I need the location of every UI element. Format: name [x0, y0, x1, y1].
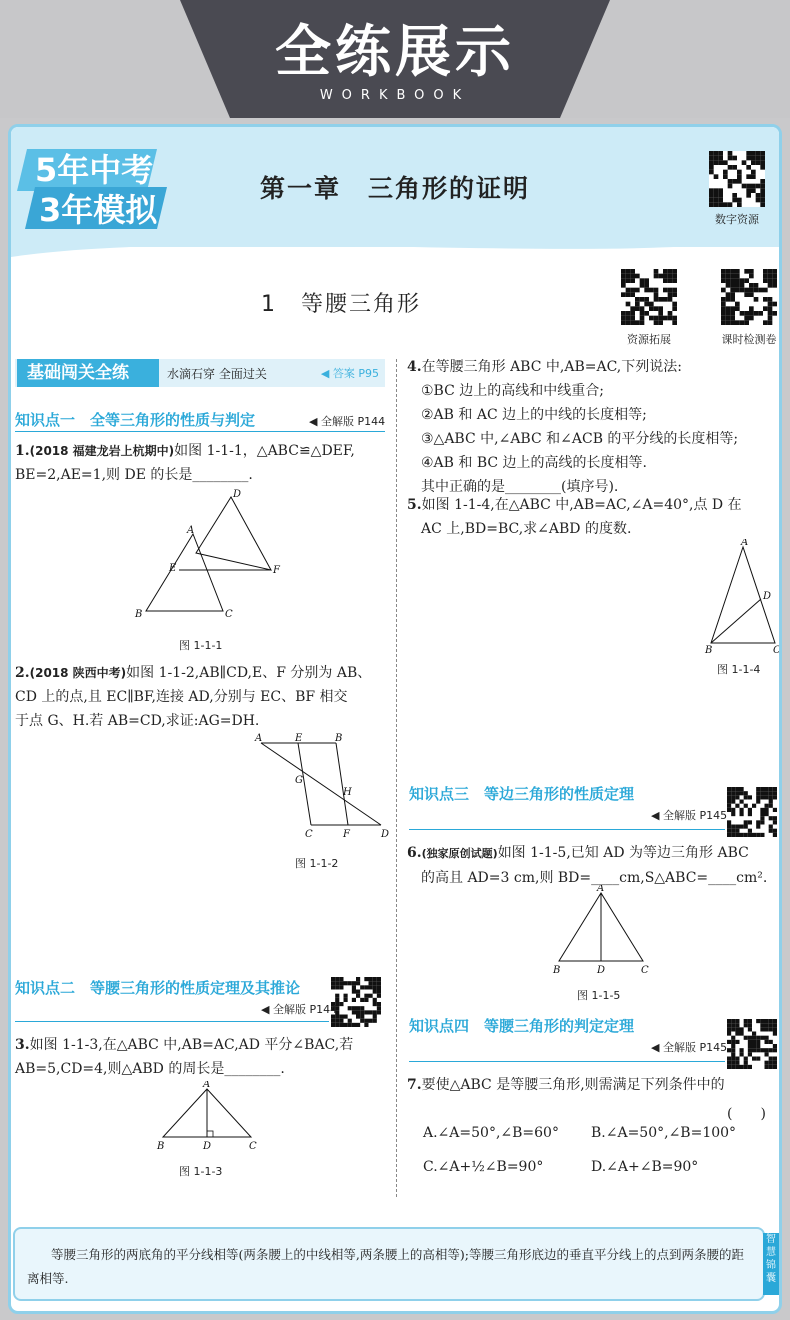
q1-number: 1. [15, 443, 30, 459]
svg-text:G: G [295, 775, 303, 786]
basic-practice-motto: 水滴石穿 全面过关 [167, 367, 267, 381]
q4-number: 4. [407, 359, 422, 375]
column-divider [396, 359, 397, 1197]
svg-text:A: A [203, 1081, 211, 1090]
q6-source: (独家原创试题) [421, 847, 498, 860]
svg-text:B: B [135, 609, 143, 620]
kp3-title: 知识点三 等边三角形的性质定理 [409, 785, 635, 803]
kp1-ref: ◀ 全解版 P144 [309, 415, 386, 428]
svg-text:D: D [763, 591, 772, 602]
answer-ref: ◀ 答案 P95 [320, 367, 379, 380]
q2-line2: CD 上的点,且 EC∥BF,连接 AD,分别与 EC、BF 相交 [15, 689, 348, 705]
q1-line1: 如图 1-1-1，△ABC≌△DEF, [174, 443, 355, 459]
svg-text:C: C [305, 829, 313, 840]
question-6 [407, 841, 779, 890]
qr-lesson-test-label: 课时检测卷 [721, 333, 777, 346]
figure-1-1-1-caption: 图 1-1-1 [179, 639, 223, 652]
q1-line2: BE=2,AE=1,则 DE 的长是________. [15, 467, 253, 483]
q4-option-3: ③△ABC 中,∠ABC 和∠ACB 的平分线的长度相等; [421, 431, 739, 447]
q4-option-2: ②AB 和 AC 边上的中线的长度相等; [421, 407, 647, 423]
chapter-header [11, 127, 779, 247]
q4-option-4: ④AB 和 BC 边上的高线的长度相等. [421, 455, 648, 471]
q5-line2: AC 上,BD=BC,求∠ABD 的度数. [421, 521, 632, 537]
svg-text:B: B [553, 965, 561, 976]
q7-number: 7. [407, 1077, 422, 1093]
kp4-ref-text: 全解版 P145 [662, 1041, 728, 1054]
svg-text:C: C [773, 645, 781, 655]
question-1 [15, 439, 391, 487]
kp3-ref: ◀ 全解版 P145 [651, 809, 728, 822]
q4-line2: 其中正确的是________(填序号). [421, 479, 619, 495]
figure-1-1-3 [151, 1081, 271, 1153]
figure-1-1-1 [121, 489, 291, 629]
kp3-ref-text: 全解版 P145 [662, 809, 728, 822]
q5-number: 5. [407, 497, 422, 513]
q7-line1: 要使△ABC 是等腰三角形,则需满足下列条件中的 [421, 1077, 725, 1093]
svg-text:A: A [597, 885, 605, 894]
chapter-title: 第一章 三角形的证明 [259, 174, 530, 203]
svg-text:D: D [203, 1141, 212, 1152]
svg-text:H: H [343, 787, 352, 798]
q7-option-a: A.∠A=50°,∠B=60° [423, 1125, 559, 1141]
q2-line1: 如图 1-1-2,AB∥CD,E、F 分别为 AB、 [126, 665, 372, 681]
kp3-underline [409, 829, 725, 830]
q7-option-b: B.∠A=50°,∠B=100° [591, 1125, 737, 1141]
qr-code-kp4[interactable] [727, 1019, 777, 1069]
qr-pattern [709, 151, 765, 207]
kp4-ref: ◀ 全解版 P145 [651, 1041, 728, 1054]
q2-number: 2. [15, 665, 30, 681]
q6-line1: 如图 1-1-5,已知 AD 为等边三角形 ABC [497, 845, 749, 861]
figure-1-1-5-caption: 图 1-1-5 [577, 989, 621, 1002]
qr-pattern [727, 1019, 777, 1069]
svg-text:A: A [741, 539, 749, 548]
kp1-underline [15, 431, 385, 432]
question-5 [407, 493, 779, 541]
logo-line2: 3年模拟 [39, 191, 158, 229]
figure-1-1-3-caption: 图 1-1-3 [179, 1165, 223, 1178]
q7-answer-paren: ( ) [727, 1106, 766, 1122]
svg-text:C: C [225, 609, 233, 620]
qr-pattern [621, 269, 677, 325]
qr-code-kp2[interactable] [331, 977, 381, 1027]
figure-1-1-2-caption: 图 1-1-2 [295, 857, 339, 870]
svg-text:D: D [597, 965, 606, 976]
figure-1-1-4 [701, 539, 781, 655]
q6-number: 6. [407, 845, 422, 861]
svg-text:B: B [335, 733, 343, 744]
svg-text:F: F [343, 829, 350, 840]
banner-subtitle: WORKBOOK [319, 88, 471, 103]
svg-text:B: B [157, 1141, 165, 1152]
q4-line1: 在等腰三角形 ABC 中,AB=AC,下列说法: [421, 359, 682, 375]
q6-line2: 的高且 AD=3 cm,则 BD=____cm,S△ABC=____cm². [421, 870, 768, 886]
question-7 [407, 1073, 779, 1097]
kp1-title: 知识点一 全等三角形的性质与判定 [15, 411, 256, 429]
svg-text:D: D [233, 489, 242, 500]
q3-line2: AB=5,CD=4,则△ABD 的周长是________. [15, 1061, 285, 1077]
basic-practice-label: 基础闯关全练 [17, 359, 159, 387]
workbook-banner [0, 0, 790, 118]
q4-option-1: ①BC 边上的高线和中线重合; [421, 383, 604, 399]
section-title: 1 等腰三角形 [261, 292, 421, 317]
svg-text:C: C [641, 965, 649, 976]
question-3 [15, 1033, 391, 1081]
qr-code-kp3[interactable] [727, 787, 777, 837]
svg-text:D: D [381, 829, 390, 840]
answer-ref-text: 答案 P95 [332, 367, 379, 380]
logo-line1: 5年中考 [35, 151, 154, 189]
wisdom-tip-text: 等腰三角形的两底角的平分线相等(两条腰上的中线相等,两条腰上的高相等);等腰三角形底边的垂直平分线上的点到两条腰的距离相等. [27, 1247, 744, 1286]
kp1-ref-text: 全解版 P144 [320, 415, 386, 428]
kp2-underline [15, 1021, 329, 1022]
qr-resource-label: 资源拓展 [627, 333, 671, 346]
figure-1-1-5 [547, 885, 657, 977]
q7-option-c: C.∠A+½∠B=90° [423, 1159, 544, 1175]
header-wave [11, 227, 779, 267]
qr-pattern [721, 269, 777, 325]
figure-1-1-2 [251, 733, 391, 849]
q5-line1: 如图 1-1-4,在△ABC 中,AB=AC,∠A=40°,点 D 在 [421, 497, 742, 513]
svg-text:B: B [705, 645, 713, 655]
q3-line1: 如图 1-1-3,在△ABC 中,AB=AC,AD 平分∠BAC,若 [29, 1037, 354, 1053]
q3-number: 3. [15, 1037, 30, 1053]
kp2-ref: ◀ 全解版 P144 [261, 1003, 338, 1016]
basic-practice-bar [15, 359, 385, 387]
qr-pattern [727, 787, 777, 837]
workbook-page [8, 124, 782, 1314]
kp4-title: 知识点四 等腰三角形的判定定理 [409, 1017, 635, 1035]
svg-text:A: A [187, 525, 195, 536]
qr-digital-label: 数字资源 [715, 213, 759, 226]
q1-source: (2018 福建龙岩上杭期中) [29, 444, 175, 458]
svg-text:E: E [295, 733, 303, 744]
wisdom-tip-box [13, 1227, 765, 1301]
svg-text:C: C [249, 1141, 257, 1152]
kp4-underline [409, 1061, 725, 1062]
banner-title: 全练展示 [275, 20, 515, 85]
qr-pattern [331, 977, 381, 1027]
figure-1-1-4-caption: 图 1-1-4 [717, 663, 761, 676]
svg-text:E: E [169, 563, 177, 574]
wisdom-tip-tab: 智慧锦囊 [763, 1233, 779, 1295]
kp2-ref-text: 全解版 P144 [272, 1003, 338, 1016]
question-2 [15, 661, 391, 733]
q2-source: (2018 陕西中考) [29, 666, 127, 680]
q2-line3: 于点 G、H.若 AB=CD,求证:AG=DH. [15, 713, 260, 729]
svg-text:A: A [255, 733, 263, 744]
q7-option-d: D.∠A+∠B=90° [591, 1159, 699, 1175]
question-4 [407, 355, 779, 499]
qr-code-digital[interactable] [709, 151, 765, 207]
qr-code-resource[interactable] [621, 269, 677, 325]
qr-code-lesson-test[interactable] [721, 269, 777, 325]
kp2-title: 知识点二 等腰三角形的性质定理及其推论 [15, 979, 301, 997]
svg-text:F: F [273, 565, 280, 576]
